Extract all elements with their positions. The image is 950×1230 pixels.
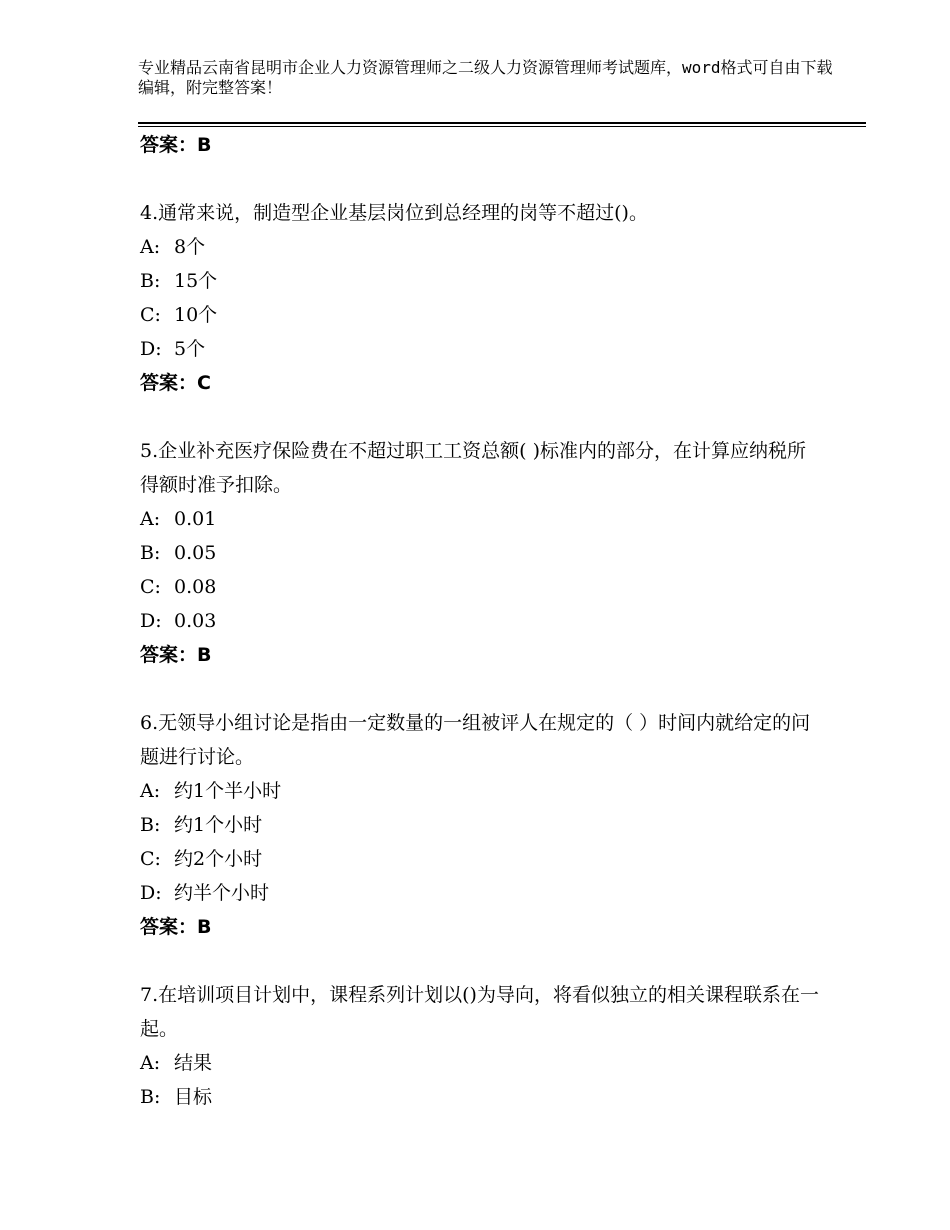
option-c	[140, 298, 840, 332]
header-rule-thin	[138, 126, 866, 127]
question-item	[140, 196, 840, 400]
question-item	[140, 706, 840, 944]
option-a	[140, 1046, 840, 1080]
option-text: 0.01	[174, 508, 217, 530]
option-key: A:	[140, 508, 161, 530]
option-text: 0.05	[174, 542, 217, 564]
option-text: 约2个小时	[174, 848, 263, 870]
option-key: C:	[140, 576, 161, 598]
answer-label: 答案：B	[140, 134, 212, 156]
option-c	[140, 842, 840, 876]
header-rule-thick	[138, 122, 866, 124]
option-a	[140, 774, 840, 808]
question-text: 5.企业补充医疗保险费在不超过职工工资总额( )标准内的部分，在计算应纳税所得额时准予扣除。	[140, 440, 806, 496]
answer-label: 答案：B	[140, 916, 212, 938]
option-text: 结果	[174, 1052, 213, 1074]
option-key: B:	[140, 814, 161, 836]
option-a	[140, 502, 840, 536]
option-text: 15个	[174, 270, 218, 292]
option-key: C:	[140, 304, 161, 326]
question-text: 6.无领导小组讨论是指由一定数量的一组被评人在规定的（ ）时间内就给定的问题进行讨论。	[140, 712, 811, 768]
option-d	[140, 332, 840, 366]
option-text: 约1个半小时	[174, 780, 282, 802]
document-header: 专业精品云南省昆明市企业人力资源管理师之二级人力资源管理师考试题库，word格式可自由下载编辑，附完整答案！	[138, 58, 833, 97]
option-b	[140, 264, 840, 298]
option-key: B:	[140, 270, 161, 292]
option-text: 约半个小时	[174, 882, 270, 904]
option-text: 约1个小时	[174, 814, 263, 836]
option-text: 10个	[174, 304, 218, 326]
option-text: 5个	[174, 338, 206, 360]
option-text: 8个	[174, 236, 206, 258]
option-d	[140, 876, 840, 910]
option-key: D:	[140, 610, 162, 632]
option-key: A:	[140, 1052, 161, 1074]
option-key: A:	[140, 780, 161, 802]
question-text: 4.通常来说，制造型企业基层岗位到总经理的岗等不超过()。	[140, 202, 648, 224]
question-item	[140, 434, 840, 672]
option-b	[140, 808, 840, 842]
option-c	[140, 570, 840, 604]
option-a	[140, 230, 840, 264]
answer-label: 答案：B	[140, 644, 212, 666]
answer-label: 答案：C	[140, 372, 211, 394]
option-key: B:	[140, 1086, 161, 1108]
question-list	[140, 128, 840, 1114]
question-item	[140, 978, 840, 1114]
option-b	[140, 536, 840, 570]
option-text: 0.08	[174, 576, 217, 598]
option-text: 0.03	[174, 610, 217, 632]
option-key: A:	[140, 236, 161, 258]
option-d	[140, 604, 840, 638]
question-text: 7.在培训项目计划中，课程系列计划以()为导向，将看似独立的相关课程联系在一起。	[140, 984, 819, 1040]
option-key: D:	[140, 338, 162, 360]
option-key: C:	[140, 848, 161, 870]
option-b	[140, 1080, 840, 1114]
option-key: D:	[140, 882, 162, 904]
option-key: B:	[140, 542, 161, 564]
option-text: 目标	[174, 1086, 213, 1108]
